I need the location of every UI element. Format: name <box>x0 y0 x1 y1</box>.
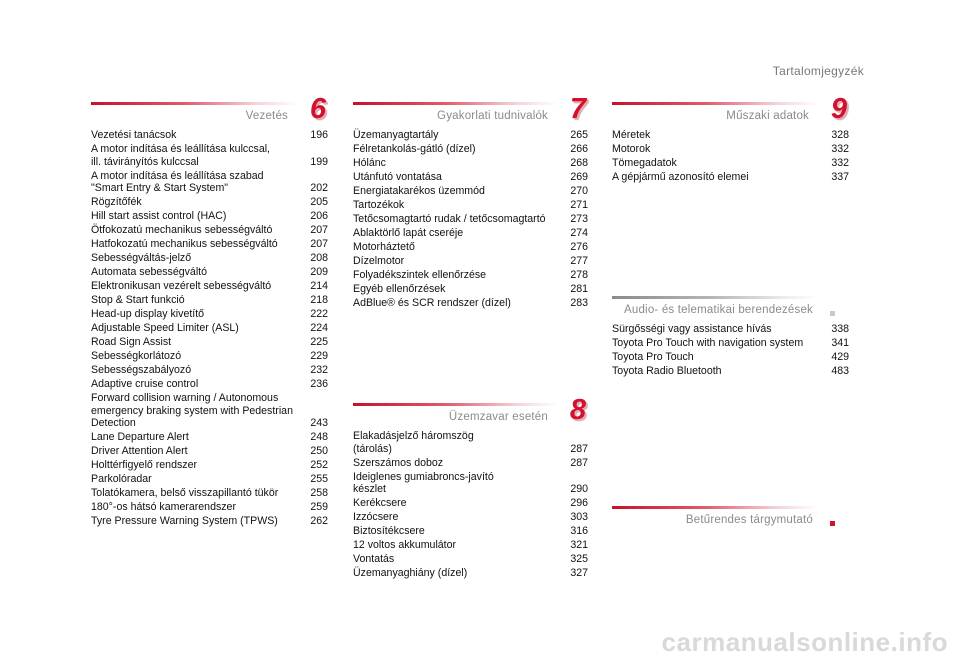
toc-entry[interactable] <box>91 210 328 223</box>
toc-entry[interactable] <box>91 364 328 377</box>
toc-entry[interactable] <box>353 171 588 184</box>
toc-entry-page: 199 <box>310 155 328 168</box>
toc-entry[interactable] <box>91 252 328 265</box>
toc-entry-title: Motorok <box>612 142 651 155</box>
toc-entry-page: 232 <box>310 363 328 376</box>
toc-entry-title: Tolatókamera, belső visszapillantó tükör <box>91 487 279 500</box>
toc-entry[interactable] <box>353 283 588 296</box>
toc-entry-page: 283 <box>570 296 588 309</box>
toc-entry-page: 269 <box>570 170 588 183</box>
toc-entry-title: Elakadásjelző háromszög (tárolás) <box>353 430 474 455</box>
toc-entry-title: Automata sebességváltó <box>91 266 208 279</box>
toc-entry-page: 209 <box>310 266 328 279</box>
toc-entry-page: 259 <box>310 501 328 514</box>
toc-entry-title: Hatfokozatú mechanikus sebességváltó <box>91 238 278 251</box>
toc-entry[interactable] <box>353 567 588 580</box>
toc-entry-title: Tartozékok <box>353 198 405 211</box>
toc-entry-page: 196 <box>310 129 328 141</box>
toc-entry[interactable] <box>353 143 588 156</box>
section-header <box>612 505 849 531</box>
toc-entry[interactable] <box>612 129 849 142</box>
section-vezetes <box>91 93 328 529</box>
entry-list <box>353 129 588 309</box>
toc-entry-page: 206 <box>310 210 328 223</box>
toc-entry-page: 266 <box>570 142 588 155</box>
toc-entry[interactable] <box>353 539 588 552</box>
toc-entry-title: Utánfutó vontatása <box>353 170 442 183</box>
toc-entry-title: Kerékcsere <box>353 497 407 510</box>
toc-entry-page: 207 <box>310 238 328 251</box>
toc-entry[interactable] <box>91 445 328 458</box>
toc-entry-title: Hólánc <box>353 156 386 169</box>
toc-entry-page: 296 <box>570 497 588 510</box>
toc-entry-title: Energiatakarékos üzemmód <box>353 184 485 197</box>
toc-entry-page: 273 <box>570 212 588 225</box>
toc-entry[interactable] <box>353 185 588 198</box>
section-number[interactable]: 9 <box>830 93 847 125</box>
toc-entry[interactable] <box>353 227 588 240</box>
toc-entry[interactable] <box>91 487 328 500</box>
toc-entry-page: 207 <box>310 224 328 237</box>
toc-entry-page: 287 <box>570 456 588 469</box>
section-header <box>353 93 588 127</box>
toc-entry[interactable] <box>91 294 328 307</box>
toc-entry-page: 258 <box>310 487 328 500</box>
toc-entry-page: 328 <box>831 129 849 141</box>
toc-entry[interactable] <box>91 308 328 321</box>
toc-entry[interactable] <box>353 129 588 142</box>
toc-entry-page: 274 <box>570 226 588 239</box>
page-title: Tartalomjegyzék <box>772 64 864 78</box>
toc-entry-title: Sebességszabályozó <box>91 363 192 376</box>
toc-entry-page: 277 <box>570 254 588 267</box>
entry-list <box>91 129 328 528</box>
toc-entry-title: Forward collision warning / Autonomous emergency braking system with Pedestrian Detection <box>91 391 293 430</box>
toc-entry-title: Vontatás <box>353 553 395 566</box>
toc-entry-title: Stop & Start funkció <box>91 294 185 307</box>
toc-entry[interactable] <box>353 297 588 310</box>
section-bar <box>612 296 819 299</box>
toc-entry-title: Szerszámos doboz <box>353 456 444 469</box>
toc-entry[interactable] <box>91 459 328 472</box>
toc-entry-page: 250 <box>310 445 328 458</box>
toc-entry-page: 429 <box>831 350 849 363</box>
toc-entry-title: Méretek <box>612 129 651 141</box>
section-muszaki <box>612 93 849 185</box>
toc-entry-page: 483 <box>831 364 849 377</box>
toc-entry-title: Tetőcsomagtartó rudak / tetőcsomagtartó <box>353 212 546 225</box>
section-bar <box>353 403 558 406</box>
toc-entry[interactable] <box>91 266 328 279</box>
entry-list <box>353 430 588 580</box>
toc-entry[interactable] <box>353 241 588 254</box>
toc-entry-page: 224 <box>310 322 328 334</box>
section-uzemzavar <box>353 394 588 581</box>
toc-entry-page: 338 <box>831 323 849 335</box>
toc-entry[interactable] <box>91 322 328 335</box>
toc-entry-page: 290 <box>570 483 588 496</box>
section-marker <box>830 311 835 316</box>
toc-entry-page: 276 <box>570 240 588 253</box>
toc-entry-title: A gépjármű azonosító elemei <box>612 170 749 183</box>
toc-entry-page: 268 <box>570 156 588 169</box>
toc-entry[interactable] <box>353 511 588 524</box>
toc-entry[interactable] <box>91 336 328 349</box>
toc-entry-page: 205 <box>310 196 328 209</box>
entry-list <box>612 323 849 378</box>
toc-entry-title: Toyota Radio Bluetooth <box>612 364 722 377</box>
toc-entry-page: 332 <box>831 142 849 155</box>
toc-entry-page: 337 <box>831 170 849 183</box>
toc-entry[interactable] <box>91 515 328 528</box>
section-bar <box>612 506 819 509</box>
section-index <box>612 505 849 533</box>
toc-entry[interactable] <box>612 157 849 170</box>
toc-entry-page: 225 <box>310 335 328 348</box>
toc-entry-page: 341 <box>831 336 849 349</box>
toc-entry-page: 270 <box>570 184 588 197</box>
section-title[interactable]: Gyakorlati tudnivalók <box>437 110 548 122</box>
toc-entry[interactable] <box>91 170 328 195</box>
toc-entry-page: 327 <box>570 567 588 580</box>
toc-entry[interactable] <box>353 525 588 538</box>
toc-entry[interactable] <box>353 471 588 496</box>
toc-entry-title: Adjustable Speed Limiter (ASL) <box>91 322 239 334</box>
toc-entry-title: Hill start assist control (HAC) <box>91 210 227 223</box>
toc-entry-title: A motor indítása és leállítása szabad "Smart Entry & Start System" <box>91 169 264 195</box>
toc-entry[interactable] <box>353 430 588 455</box>
section-bar <box>612 102 819 105</box>
toc-entry-title: Road Sign Assist <box>91 335 172 348</box>
toc-entry-title: Holttérfigyelő rendszer <box>91 459 197 472</box>
toc-entry[interactable] <box>612 171 849 184</box>
toc-entry-title: Tömegadatok <box>612 156 677 169</box>
section-header <box>353 394 588 428</box>
toc-entry[interactable] <box>353 199 588 212</box>
toc-entry-title: Head-up display kivetítő <box>91 308 205 321</box>
toc-entry-page: 202 <box>310 182 328 195</box>
toc-entry-page: 332 <box>831 156 849 169</box>
toc-entry-title: Motorháztető <box>353 240 415 253</box>
section-title[interactable]: Műszaki adatok <box>726 110 809 122</box>
toc-entry[interactable] <box>91 392 328 430</box>
toc-entry[interactable] <box>353 497 588 510</box>
toc-entry-title: Egyéb ellenőrzések <box>353 282 446 295</box>
toc-entry-page: 278 <box>570 268 588 281</box>
toc-entry-title: Sebességváltás-jelző <box>91 252 192 265</box>
section-title[interactable]: Audio- és telematikai berendezések <box>624 304 813 316</box>
toc-entry-title: Tyre Pressure Warning System (TPWS) <box>91 515 278 527</box>
toc-entry[interactable] <box>91 473 328 486</box>
toc-entry[interactable] <box>91 431 328 444</box>
section-title[interactable]: Vezetés <box>245 110 288 122</box>
toc-entry-page: 229 <box>310 349 328 362</box>
toc-entry-title: Ablaktörlő lapát cseréje <box>353 226 464 239</box>
section-audio <box>612 295 849 379</box>
toc-entry-title: 180°-os hátsó kamerarendszer <box>91 501 236 514</box>
toc-entry-title: Ideiglenes gumiabroncs-javító készlet <box>353 470 494 496</box>
section-header <box>612 93 849 127</box>
toc-entry-title: Sürgősségi vagy assistance hívás <box>612 323 772 335</box>
toc-entry[interactable] <box>353 269 588 282</box>
toc-entry-title: Üzemanyaghiány (dízel) <box>353 567 468 580</box>
toc-entry[interactable] <box>353 255 588 268</box>
toc-entry-title: Toyota Pro Touch with navigation system <box>612 336 804 349</box>
toc-entry-title: Biztosítékcsere <box>353 525 425 538</box>
toc-entry-page: 303 <box>570 511 588 524</box>
toc-entry[interactable] <box>91 280 328 293</box>
toc-entry-page: 281 <box>570 282 588 295</box>
section-gyakorlati <box>353 93 588 311</box>
section-marker <box>830 521 835 526</box>
toc-entry-title: AdBlue® és SCR rendszer (dízel) <box>353 296 511 309</box>
toc-entry[interactable] <box>91 224 328 237</box>
toc-entry[interactable] <box>353 213 588 226</box>
toc-entry-page: 218 <box>310 294 328 307</box>
toc-entry[interactable] <box>612 323 849 336</box>
toc-entry[interactable] <box>353 553 588 566</box>
toc-entry-page: 265 <box>570 129 588 141</box>
toc-entry-title: Ötfokozatú mechanikus sebességváltó <box>91 224 273 237</box>
toc-entry-page: 208 <box>310 252 328 265</box>
toc-entry[interactable] <box>91 129 328 142</box>
toc-entry[interactable] <box>353 457 588 470</box>
section-title[interactable]: Betűrendes tárgymutató <box>685 514 813 526</box>
toc-entry-title: Üzemanyagtartály <box>353 129 439 141</box>
toc-entry-title: Rögzítőfék <box>91 196 142 209</box>
toc-entry-page: 252 <box>310 459 328 472</box>
section-title[interactable]: Üzemzavar esetén <box>448 411 548 423</box>
toc-entry-page: 248 <box>310 431 328 444</box>
toc-entry-title: Parkolóradar <box>91 473 152 486</box>
toc-entry[interactable] <box>91 143 328 168</box>
toc-entry-title: Lane Departure Alert <box>91 431 189 444</box>
toc-entry-title: Driver Attention Alert <box>91 445 188 458</box>
toc-entry-title: Folyadékszintek ellenőrzése <box>353 268 487 281</box>
toc-entry-title: Toyota Pro Touch <box>612 350 694 363</box>
toc-entry[interactable] <box>612 351 849 364</box>
toc-entry[interactable] <box>91 501 328 514</box>
toc-entry-page: 236 <box>310 377 328 390</box>
toc-entry[interactable] <box>353 157 588 170</box>
toc-entry[interactable] <box>91 238 328 251</box>
toc-entry-title: Félretankolás-gátló (dízel) <box>353 142 476 155</box>
toc-entry-title: 12 voltos akkumulátor <box>353 539 457 552</box>
toc-entry[interactable] <box>91 378 328 391</box>
toc-entry-page: 243 <box>310 417 328 430</box>
section-number[interactable]: 7 <box>569 93 586 125</box>
toc-entry-page: 316 <box>570 525 588 538</box>
toc-entry-title: Sebességkorlátozó <box>91 349 182 362</box>
toc-entry-title: Vezetési tanácsok <box>91 129 177 141</box>
section-header <box>612 295 849 321</box>
toc-entry[interactable] <box>612 337 849 350</box>
toc-entry[interactable] <box>612 143 849 156</box>
section-header <box>91 93 328 127</box>
section-bar <box>91 102 298 105</box>
toc-entry-title: Dízelmotor <box>353 254 405 267</box>
toc-entry[interactable] <box>612 365 849 378</box>
section-number[interactable]: 8 <box>569 394 586 426</box>
toc-entry-title: A motor indítása és leállítása kulccsal, ill. távirányítós kulccsal <box>91 142 271 168</box>
toc-entry-page: 255 <box>310 473 328 486</box>
toc-entry-page: 262 <box>310 515 328 527</box>
toc-entry-page: 325 <box>570 553 588 566</box>
toc-entry-page: 287 <box>570 442 588 455</box>
toc-entry[interactable] <box>91 350 328 363</box>
toc-entry-title: Izzócsere <box>353 511 399 524</box>
watermark: carmanualsonline.info <box>661 627 948 657</box>
toc-entry-page: 271 <box>570 198 588 211</box>
section-number[interactable]: 6 <box>309 93 326 125</box>
toc-entry-page: 321 <box>570 539 588 552</box>
entry-list <box>612 129 849 184</box>
toc-entry[interactable] <box>91 196 328 209</box>
toc-entry-page: 214 <box>310 280 328 293</box>
section-bar <box>353 102 558 105</box>
toc-entry-title: Elektronikusan vezérelt sebességváltó <box>91 280 272 293</box>
toc-entry-page: 222 <box>310 308 328 321</box>
toc-entry-title: Adaptive cruise control <box>91 377 199 390</box>
